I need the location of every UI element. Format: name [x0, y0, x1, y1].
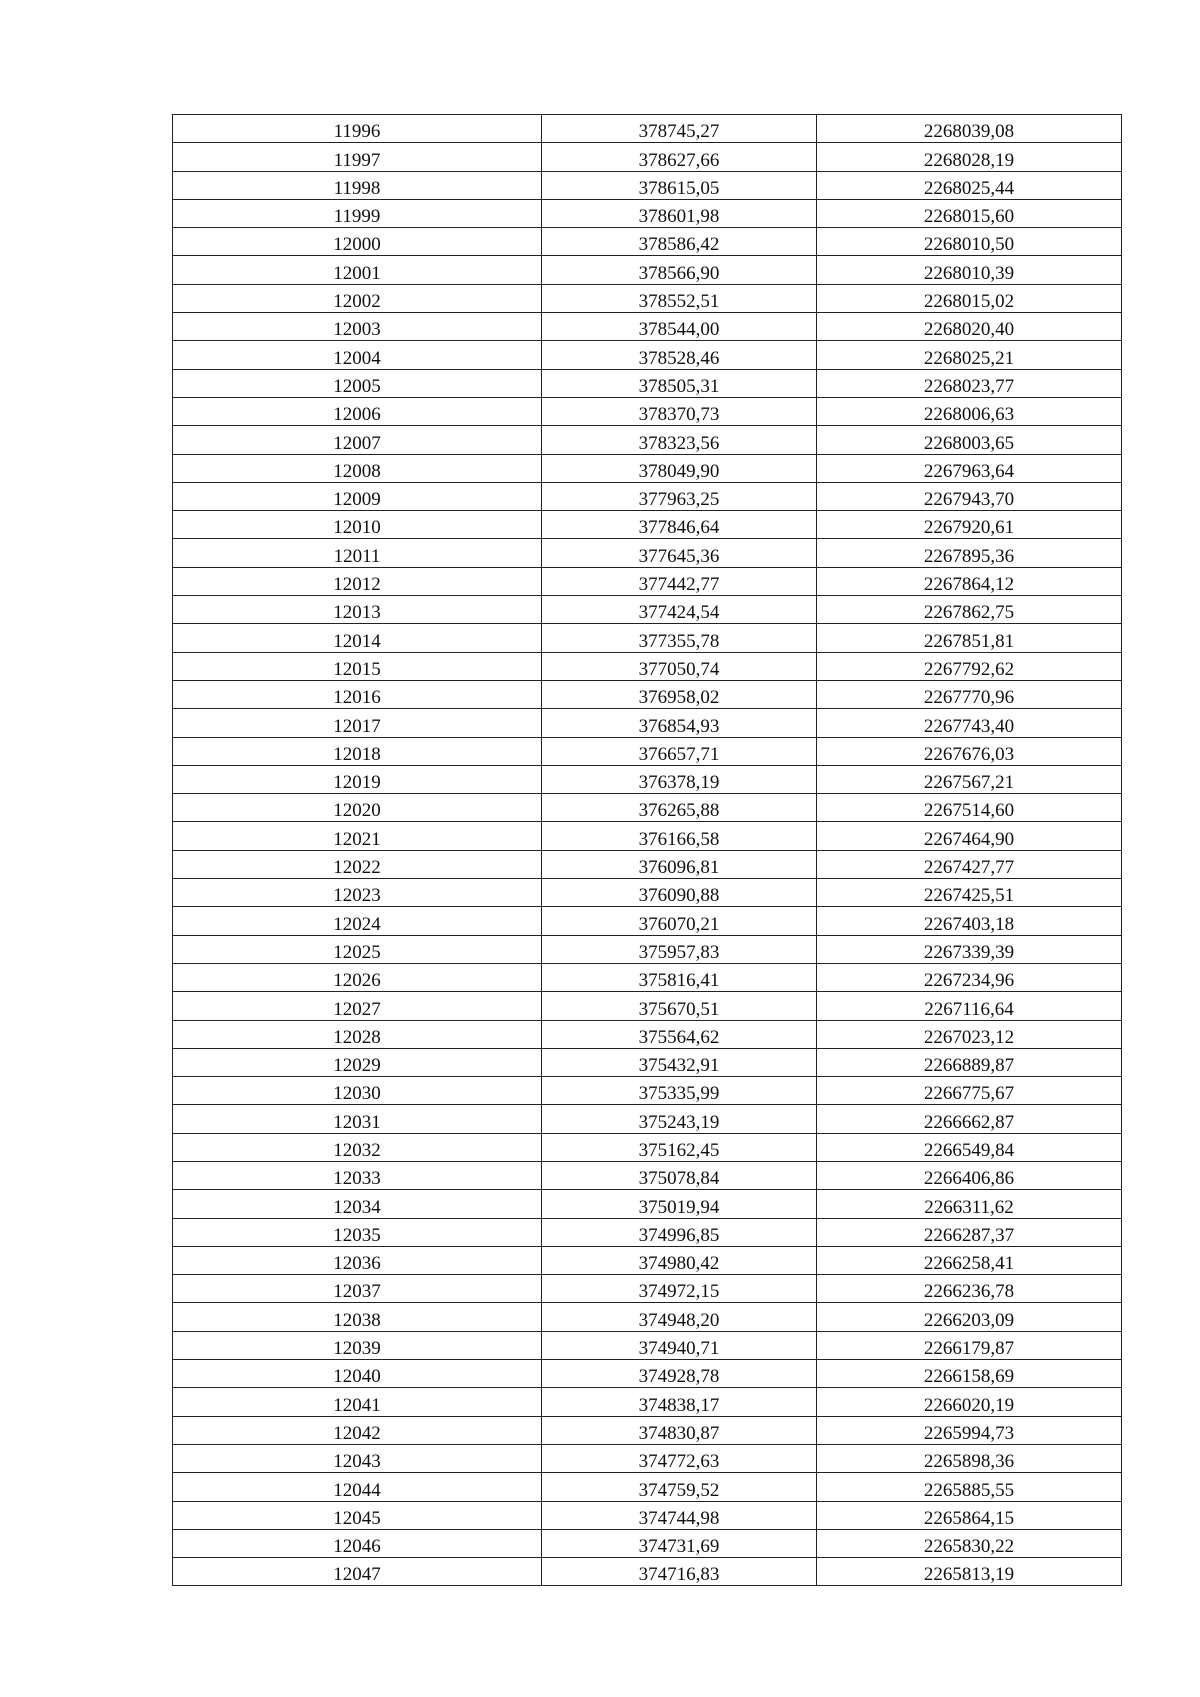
- point-number-cell: 12012: [173, 567, 542, 595]
- y-coordinate-cell: 2267943,70: [817, 482, 1122, 510]
- point-number-cell: 12017: [173, 709, 542, 737]
- x-coordinate-cell: 377846,64: [542, 511, 817, 539]
- y-coordinate-cell: 2268003,65: [817, 426, 1122, 454]
- x-coordinate-cell: 378552,51: [542, 284, 817, 312]
- table-row: [173, 115, 1122, 143]
- x-coordinate-cell: 378586,42: [542, 228, 817, 256]
- table-row: [173, 1020, 1122, 1048]
- table-row: [173, 1275, 1122, 1303]
- table-row: [173, 511, 1122, 539]
- table-row: [173, 199, 1122, 227]
- point-number-cell: 12006: [173, 397, 542, 425]
- table-row: [173, 935, 1122, 963]
- table-row: [173, 1218, 1122, 1246]
- table-row: [173, 482, 1122, 510]
- x-coordinate-cell: 375432,91: [542, 1048, 817, 1076]
- table-row: [173, 1473, 1122, 1501]
- table-row: [173, 1133, 1122, 1161]
- x-coordinate-cell: 377424,54: [542, 596, 817, 624]
- y-coordinate-cell: 2267567,21: [817, 765, 1122, 793]
- x-coordinate-cell: 375564,62: [542, 1020, 817, 1048]
- y-coordinate-cell: 2265898,36: [817, 1444, 1122, 1472]
- point-number-cell: 12040: [173, 1360, 542, 1388]
- table-row: [173, 709, 1122, 737]
- table-row: [173, 369, 1122, 397]
- table-row: [173, 1048, 1122, 1076]
- table-row: [173, 992, 1122, 1020]
- coordinates-table-body: [173, 115, 1122, 1586]
- table-row: [173, 879, 1122, 907]
- y-coordinate-cell: 2267403,18: [817, 907, 1122, 935]
- x-coordinate-cell: 378370,73: [542, 397, 817, 425]
- y-coordinate-cell: 2267864,12: [817, 567, 1122, 595]
- y-coordinate-cell: 2266179,87: [817, 1331, 1122, 1359]
- x-coordinate-cell: 374928,78: [542, 1360, 817, 1388]
- point-number-cell: 12002: [173, 284, 542, 312]
- table-row: [173, 1331, 1122, 1359]
- y-coordinate-cell: 2267743,40: [817, 709, 1122, 737]
- y-coordinate-cell: 2268028,19: [817, 143, 1122, 171]
- point-number-cell: 12013: [173, 596, 542, 624]
- x-coordinate-cell: 376265,88: [542, 794, 817, 822]
- x-coordinate-cell: 374731,69: [542, 1529, 817, 1557]
- x-coordinate-cell: 374948,20: [542, 1303, 817, 1331]
- x-coordinate-cell: 376657,71: [542, 737, 817, 765]
- table-row: [173, 907, 1122, 935]
- y-coordinate-cell: 2266236,78: [817, 1275, 1122, 1303]
- point-number-cell: 12027: [173, 992, 542, 1020]
- y-coordinate-cell: 2267427,77: [817, 850, 1122, 878]
- y-coordinate-cell: 2267464,90: [817, 822, 1122, 850]
- table-row: [173, 680, 1122, 708]
- y-coordinate-cell: 2267425,51: [817, 879, 1122, 907]
- y-coordinate-cell: 2267851,81: [817, 624, 1122, 652]
- x-coordinate-cell: 377442,77: [542, 567, 817, 595]
- table-row: [173, 313, 1122, 341]
- table-row: [173, 1388, 1122, 1416]
- point-number-cell: 12045: [173, 1501, 542, 1529]
- point-number-cell: 12009: [173, 482, 542, 510]
- point-number-cell: 12008: [173, 454, 542, 482]
- table-row: [173, 1077, 1122, 1105]
- point-number-cell: 12047: [173, 1558, 542, 1586]
- point-number-cell: 11996: [173, 115, 542, 143]
- table-row: [173, 1246, 1122, 1274]
- table-row: [173, 397, 1122, 425]
- y-coordinate-cell: 2268010,50: [817, 228, 1122, 256]
- y-coordinate-cell: 2266203,09: [817, 1303, 1122, 1331]
- table-row: [173, 454, 1122, 482]
- x-coordinate-cell: 378627,66: [542, 143, 817, 171]
- x-coordinate-cell: 375019,94: [542, 1190, 817, 1218]
- x-coordinate-cell: 375816,41: [542, 963, 817, 991]
- y-coordinate-cell: 2267920,61: [817, 511, 1122, 539]
- point-number-cell: 12022: [173, 850, 542, 878]
- point-number-cell: 11999: [173, 199, 542, 227]
- y-coordinate-cell: 2268039,08: [817, 115, 1122, 143]
- y-coordinate-cell: 2266258,41: [817, 1246, 1122, 1274]
- y-coordinate-cell: 2267676,03: [817, 737, 1122, 765]
- y-coordinate-cell: 2266287,37: [817, 1218, 1122, 1246]
- x-coordinate-cell: 374716,83: [542, 1558, 817, 1586]
- x-coordinate-cell: 378566,90: [542, 256, 817, 284]
- table-row: [173, 1558, 1122, 1586]
- point-number-cell: 12028: [173, 1020, 542, 1048]
- table-row: [173, 171, 1122, 199]
- x-coordinate-cell: 376090,88: [542, 879, 817, 907]
- point-number-cell: 12004: [173, 341, 542, 369]
- x-coordinate-cell: 376854,93: [542, 709, 817, 737]
- table-row: [173, 765, 1122, 793]
- table-row: [173, 737, 1122, 765]
- y-coordinate-cell: 2268025,44: [817, 171, 1122, 199]
- y-coordinate-cell: 2268006,63: [817, 397, 1122, 425]
- table-row: [173, 1501, 1122, 1529]
- x-coordinate-cell: 375957,83: [542, 935, 817, 963]
- table-row: [173, 596, 1122, 624]
- point-number-cell: 12032: [173, 1133, 542, 1161]
- point-number-cell: 12038: [173, 1303, 542, 1331]
- y-coordinate-cell: 2266311,62: [817, 1190, 1122, 1218]
- y-coordinate-cell: 2267862,75: [817, 596, 1122, 624]
- point-number-cell: 12030: [173, 1077, 542, 1105]
- point-number-cell: 12034: [173, 1190, 542, 1218]
- x-coordinate-cell: 377645,36: [542, 539, 817, 567]
- y-coordinate-cell: 2265885,55: [817, 1473, 1122, 1501]
- point-number-cell: 12033: [173, 1161, 542, 1189]
- x-coordinate-cell: 374830,87: [542, 1416, 817, 1444]
- point-number-cell: 12014: [173, 624, 542, 652]
- table-row: [173, 822, 1122, 850]
- x-coordinate-cell: 378544,00: [542, 313, 817, 341]
- point-number-cell: 12023: [173, 879, 542, 907]
- y-coordinate-cell: 2267895,36: [817, 539, 1122, 567]
- table-row: [173, 426, 1122, 454]
- point-number-cell: 12037: [173, 1275, 542, 1303]
- point-number-cell: 12043: [173, 1444, 542, 1472]
- point-number-cell: 11998: [173, 171, 542, 199]
- x-coordinate-cell: 375078,84: [542, 1161, 817, 1189]
- x-coordinate-cell: 374759,52: [542, 1473, 817, 1501]
- y-coordinate-cell: 2267792,62: [817, 652, 1122, 680]
- y-coordinate-cell: 2268020,40: [817, 313, 1122, 341]
- y-coordinate-cell: 2268023,77: [817, 369, 1122, 397]
- x-coordinate-cell: 374996,85: [542, 1218, 817, 1246]
- point-number-cell: 12044: [173, 1473, 542, 1501]
- point-number-cell: 12039: [173, 1331, 542, 1359]
- y-coordinate-cell: 2266549,84: [817, 1133, 1122, 1161]
- point-number-cell: 12010: [173, 511, 542, 539]
- table-row: [173, 850, 1122, 878]
- y-coordinate-cell: 2267514,60: [817, 794, 1122, 822]
- point-number-cell: 12003: [173, 313, 542, 341]
- table-row: [173, 963, 1122, 991]
- point-number-cell: 12031: [173, 1105, 542, 1133]
- table-row: [173, 539, 1122, 567]
- y-coordinate-cell: 2266662,87: [817, 1105, 1122, 1133]
- point-number-cell: 12016: [173, 680, 542, 708]
- point-number-cell: 12035: [173, 1218, 542, 1246]
- x-coordinate-cell: 374980,42: [542, 1246, 817, 1274]
- x-coordinate-cell: 376378,19: [542, 765, 817, 793]
- table-row: [173, 341, 1122, 369]
- x-coordinate-cell: 376070,21: [542, 907, 817, 935]
- point-number-cell: 12041: [173, 1388, 542, 1416]
- point-number-cell: 12015: [173, 652, 542, 680]
- x-coordinate-cell: 378601,98: [542, 199, 817, 227]
- x-coordinate-cell: 374838,17: [542, 1388, 817, 1416]
- y-coordinate-cell: 2267023,12: [817, 1020, 1122, 1048]
- y-coordinate-cell: 2266158,69: [817, 1360, 1122, 1388]
- y-coordinate-cell: 2267234,96: [817, 963, 1122, 991]
- x-coordinate-cell: 376958,02: [542, 680, 817, 708]
- table-row: [173, 1190, 1122, 1218]
- point-number-cell: 12000: [173, 228, 542, 256]
- table-row: [173, 567, 1122, 595]
- table-row: [173, 1444, 1122, 1472]
- y-coordinate-cell: 2268025,21: [817, 341, 1122, 369]
- point-number-cell: 12046: [173, 1529, 542, 1557]
- table-row: [173, 1161, 1122, 1189]
- x-coordinate-cell: 374744,98: [542, 1501, 817, 1529]
- x-coordinate-cell: 374772,63: [542, 1444, 817, 1472]
- point-number-cell: 12020: [173, 794, 542, 822]
- y-coordinate-cell: 2268010,39: [817, 256, 1122, 284]
- table-row: [173, 794, 1122, 822]
- x-coordinate-cell: 375670,51: [542, 992, 817, 1020]
- y-coordinate-cell: 2266775,67: [817, 1077, 1122, 1105]
- y-coordinate-cell: 2267339,39: [817, 935, 1122, 963]
- x-coordinate-cell: 374940,71: [542, 1331, 817, 1359]
- table-row: [173, 1105, 1122, 1133]
- x-coordinate-cell: 377963,25: [542, 482, 817, 510]
- y-coordinate-cell: 2265813,19: [817, 1558, 1122, 1586]
- point-number-cell: 12021: [173, 822, 542, 850]
- y-coordinate-cell: 2266020,19: [817, 1388, 1122, 1416]
- point-number-cell: 12001: [173, 256, 542, 284]
- x-coordinate-cell: 375162,45: [542, 1133, 817, 1161]
- y-coordinate-cell: 2267963,64: [817, 454, 1122, 482]
- x-coordinate-cell: 378323,56: [542, 426, 817, 454]
- y-coordinate-cell: 2266406,86: [817, 1161, 1122, 1189]
- point-number-cell: 12018: [173, 737, 542, 765]
- table-row: [173, 1416, 1122, 1444]
- table-row: [173, 652, 1122, 680]
- x-coordinate-cell: 378049,90: [542, 454, 817, 482]
- table-row: [173, 1360, 1122, 1388]
- table-row: [173, 228, 1122, 256]
- table-row: [173, 1529, 1122, 1557]
- y-coordinate-cell: 2265830,22: [817, 1529, 1122, 1557]
- x-coordinate-cell: 377050,74: [542, 652, 817, 680]
- point-number-cell: 12029: [173, 1048, 542, 1076]
- x-coordinate-cell: 375335,99: [542, 1077, 817, 1105]
- x-coordinate-cell: 375243,19: [542, 1105, 817, 1133]
- point-number-cell: 12007: [173, 426, 542, 454]
- table-row: [173, 284, 1122, 312]
- point-number-cell: 12036: [173, 1246, 542, 1274]
- table-row: [173, 624, 1122, 652]
- y-coordinate-cell: 2268015,02: [817, 284, 1122, 312]
- x-coordinate-cell: 378745,27: [542, 115, 817, 143]
- x-coordinate-cell: 378528,46: [542, 341, 817, 369]
- coordinates-table: [172, 114, 1122, 1586]
- y-coordinate-cell: 2265994,73: [817, 1416, 1122, 1444]
- x-coordinate-cell: 378615,05: [542, 171, 817, 199]
- y-coordinate-cell: 2268015,60: [817, 199, 1122, 227]
- table-row: [173, 256, 1122, 284]
- point-number-cell: 12025: [173, 935, 542, 963]
- x-coordinate-cell: 374972,15: [542, 1275, 817, 1303]
- y-coordinate-cell: 2267116,64: [817, 992, 1122, 1020]
- table-row: [173, 143, 1122, 171]
- y-coordinate-cell: 2266889,87: [817, 1048, 1122, 1076]
- point-number-cell: 12024: [173, 907, 542, 935]
- point-number-cell: 12042: [173, 1416, 542, 1444]
- point-number-cell: 12019: [173, 765, 542, 793]
- point-number-cell: 12005: [173, 369, 542, 397]
- point-number-cell: 11997: [173, 143, 542, 171]
- point-number-cell: 12011: [173, 539, 542, 567]
- y-coordinate-cell: 2265864,15: [817, 1501, 1122, 1529]
- x-coordinate-cell: 376166,58: [542, 822, 817, 850]
- x-coordinate-cell: 376096,81: [542, 850, 817, 878]
- x-coordinate-cell: 378505,31: [542, 369, 817, 397]
- point-number-cell: 12026: [173, 963, 542, 991]
- table-row: [173, 1303, 1122, 1331]
- x-coordinate-cell: 377355,78: [542, 624, 817, 652]
- y-coordinate-cell: 2267770,96: [817, 680, 1122, 708]
